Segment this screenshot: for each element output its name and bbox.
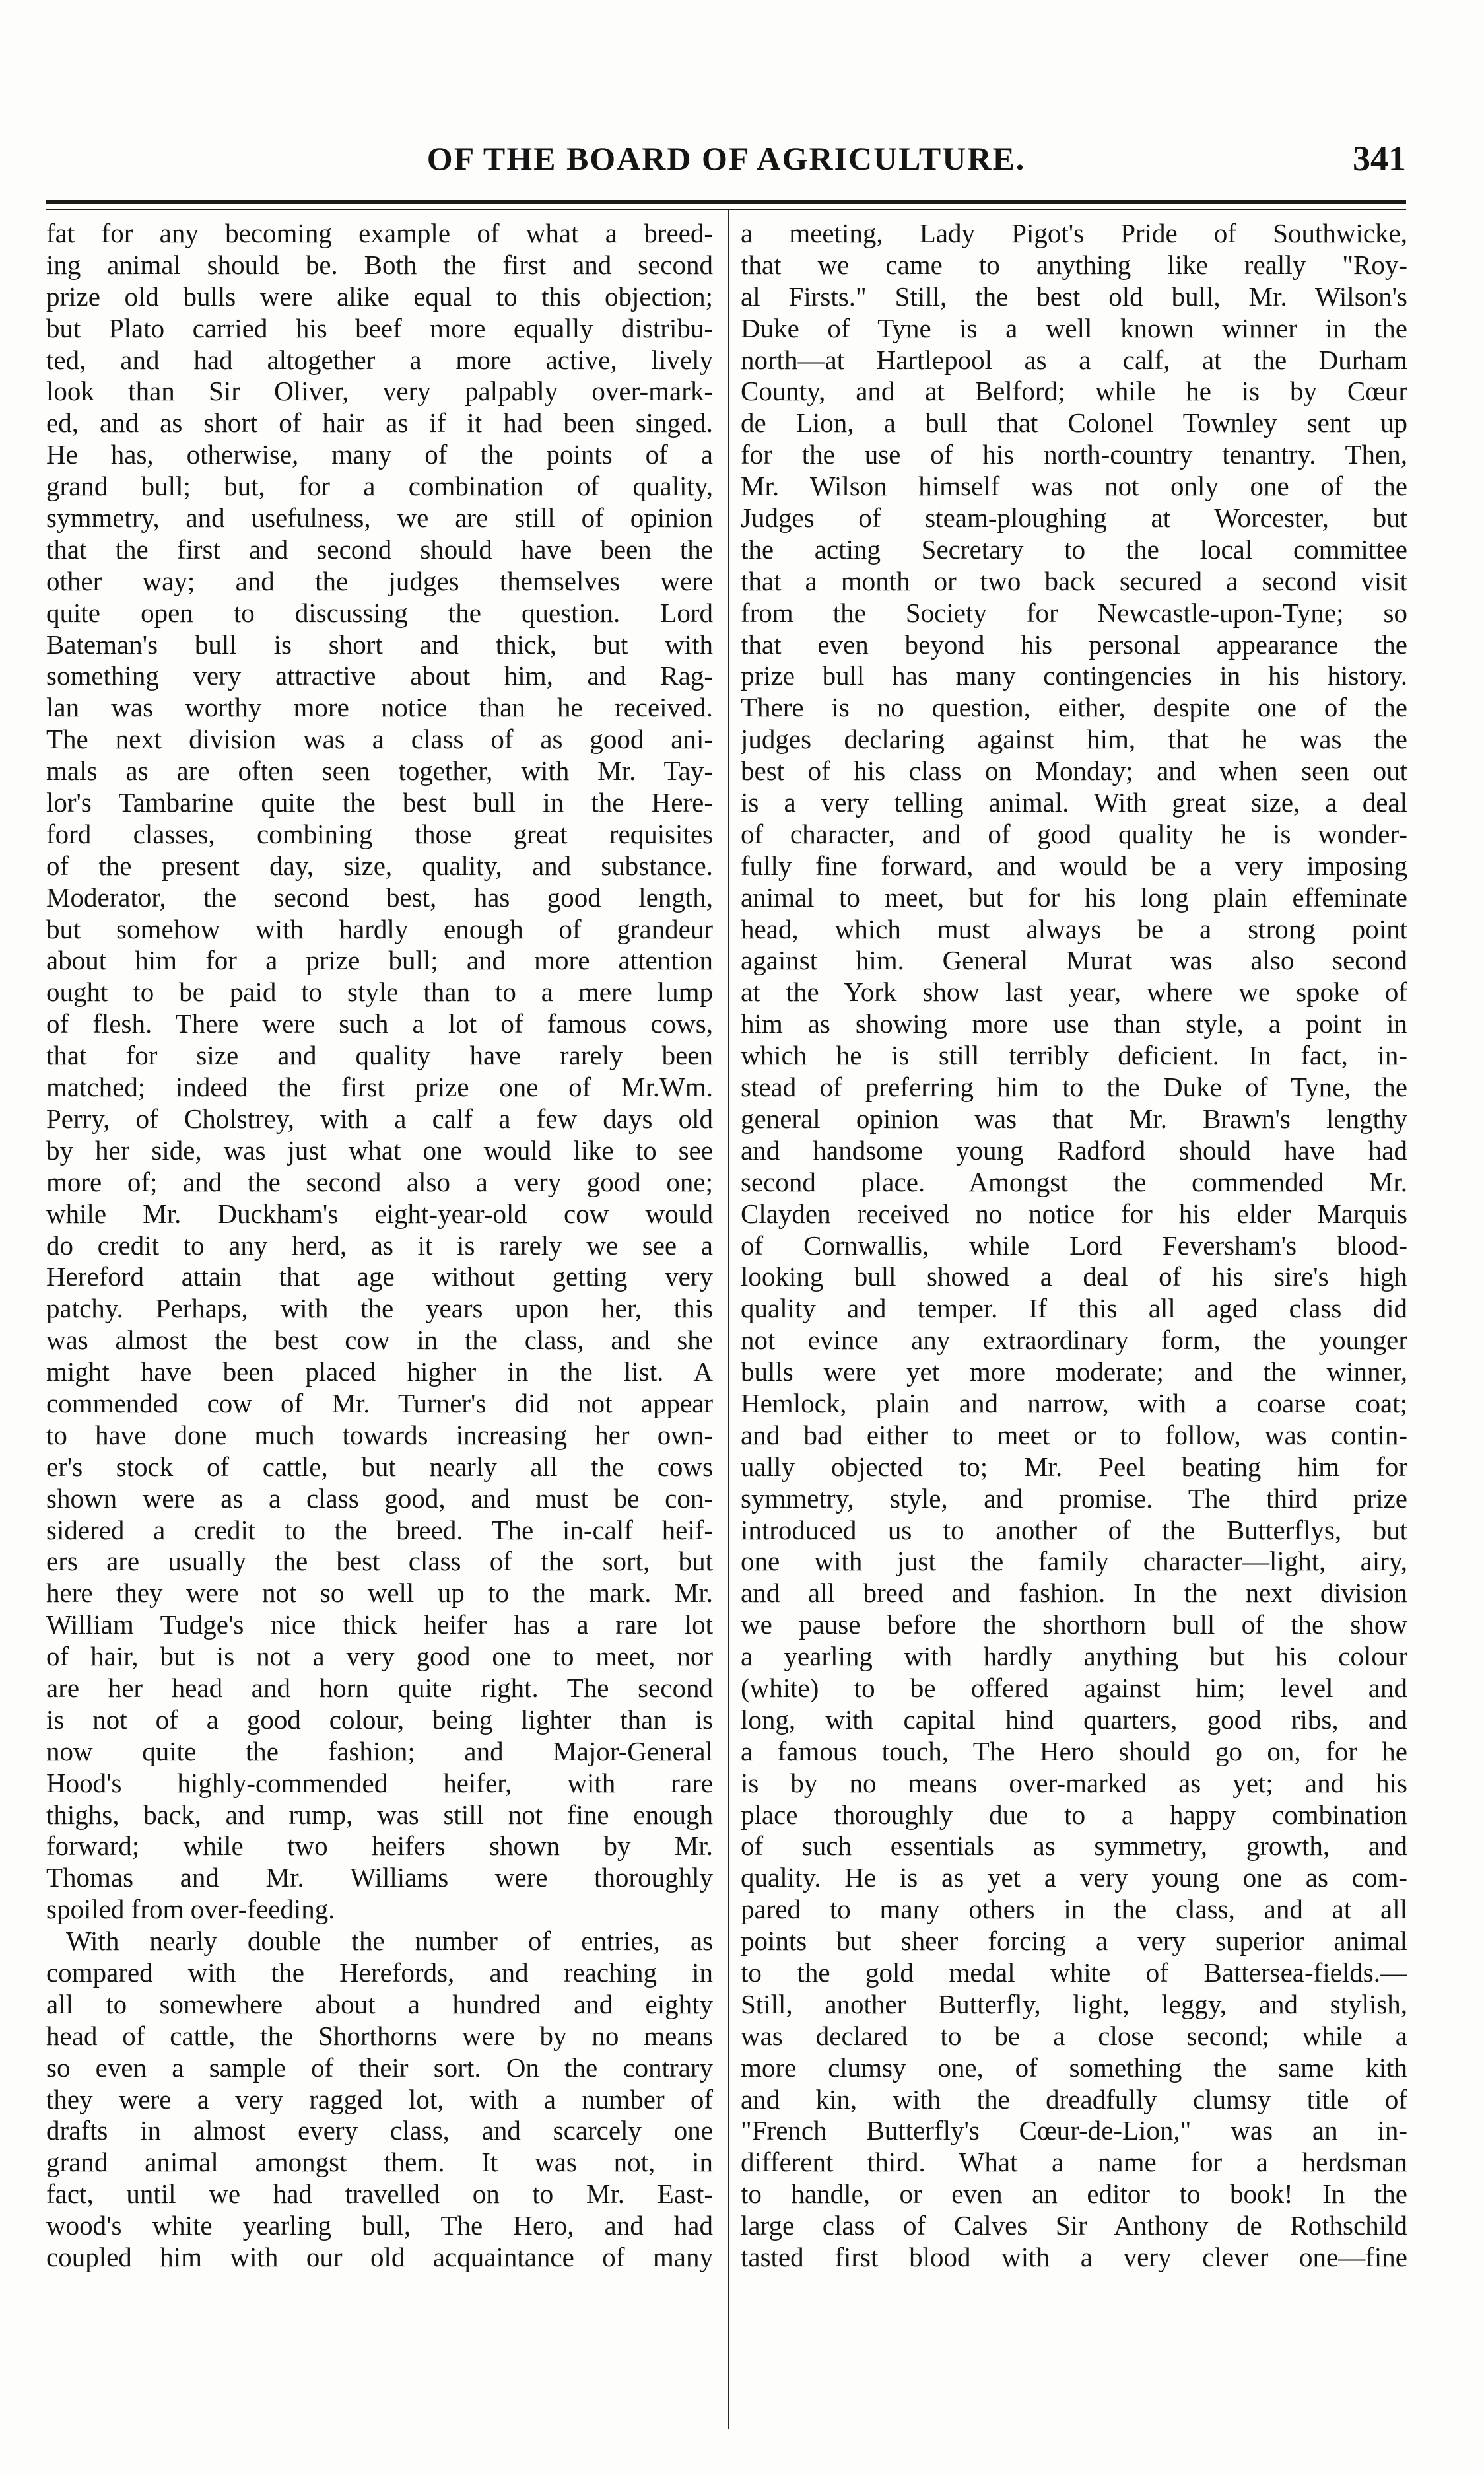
text-line: of character, and of good quality he is wonder- xyxy=(741,818,1407,849)
text-line: a famous touch, The Hero should go on, for he xyxy=(741,1735,1407,1766)
text-line: symmetry, and usefulness, we are still of opinion xyxy=(46,503,713,534)
text-line: mals as are often seen together, with Mr. Tay- xyxy=(46,755,713,786)
text-line: look than Sir Oliver, very palpably over-mark- xyxy=(46,376,713,407)
text-line: animal to meet, but for his long plain effeminate xyxy=(741,882,1407,913)
text-line: but Plato carried his beef more equally distribu- xyxy=(46,312,713,343)
text-line: that even beyond his personal appearance the xyxy=(741,629,1407,660)
text-line: symmetry, style, and promise. The third prize xyxy=(741,1482,1407,1514)
text-line: quality. He is as yet a very young one as com- xyxy=(741,1862,1407,1893)
text-line: Thomas and Mr. Williams were thoroughly xyxy=(46,1862,713,1893)
text-line: for the use of his north-country tenantry. Then, xyxy=(741,439,1407,470)
page-number: 341 xyxy=(1353,139,1406,178)
text-line: grand animal amongst them. It was not, in xyxy=(46,2147,713,2178)
text-line: was declared to be a close second; while a xyxy=(741,2020,1407,2051)
text-line: are her head and horn quite right. The second xyxy=(46,1672,713,1703)
text-line: er's stock of cattle, but nearly all the cows xyxy=(46,1451,713,1482)
text-line: judges declaring against him, that he was the xyxy=(741,724,1407,755)
text-line: Hereford attain that age without getting very xyxy=(46,1261,713,1292)
text-line: ford classes, combining those great requisites xyxy=(46,818,713,849)
text-line: al Firsts." Still, the best old bull, Mr. Wilson's xyxy=(741,281,1407,312)
text-line: ing animal should be. Both the first and second xyxy=(46,249,713,280)
text-line: compared with the Herefords, and reaching in xyxy=(46,1957,713,1988)
text-line: drafts in almost every class, and scarcely one xyxy=(46,2115,713,2146)
text-line: a meeting, Lady Pigot's Pride of Southwicke, xyxy=(741,218,1407,248)
text-line: With nearly double the number of entries, as xyxy=(66,1926,713,1957)
text-line: which he is still terribly deficient. In fact, in- xyxy=(741,1040,1407,1071)
text-line: now quite the fashion; and Major-General xyxy=(46,1735,713,1766)
text-line: fact, until we had travelled on to Mr. East- xyxy=(46,2179,713,2210)
text-line: head of cattle, the Shorthorns were by no means xyxy=(46,2020,713,2051)
text-line: so even a sample of their sort. On the contrary xyxy=(46,2052,713,2083)
text-line: that the first and second should have been the xyxy=(46,534,713,565)
text-line: lan was worthy more notice than he received. xyxy=(46,692,713,723)
text-line: all to somewhere about a hundred and eighty xyxy=(46,1988,713,2019)
text-line: William Tudge's nice thick heifer has a rare lot xyxy=(46,1609,713,1640)
left-column xyxy=(46,218,713,2274)
text-line: head, which must always be a strong point xyxy=(741,913,1407,944)
text-line: other way; and the judges themselves were xyxy=(46,565,713,596)
text-line: the acting Secretary to the local committee xyxy=(741,534,1407,565)
text-line: different third. What a name for a herdsman xyxy=(741,2147,1407,2178)
text-line: at the York show last year, where we spoke of xyxy=(741,977,1407,1008)
text-line: him as showing more use than style, a point in xyxy=(741,1008,1407,1039)
text-line: and kin, with the dreadfully clumsy title of xyxy=(741,2083,1407,2114)
text-line: is a very telling animal. With great size, a deal xyxy=(741,787,1407,818)
text-line: might have been placed higher in the list. A xyxy=(46,1356,713,1387)
text-line: of such essentials as symmetry, growth, and xyxy=(741,1830,1407,1862)
text-line: about him for a prize bull; and more attention xyxy=(46,945,713,976)
text-line: and bad either to meet or to follow, was contin- xyxy=(741,1419,1407,1450)
text-line: ted, and had altogether a more active, lively xyxy=(46,344,713,375)
text-line: tasted first blood with a very clever one—fine xyxy=(741,2242,1407,2272)
text-line: ought to be paid to style than to a mere lump xyxy=(46,977,713,1008)
text-line: prize old bulls were alike equal to this objection; xyxy=(46,281,713,312)
text-line: while Mr. Duckham's eight-year-old cow would xyxy=(46,1198,713,1229)
text-line: looking bull showed a deal of his sire's high xyxy=(741,1261,1407,1292)
text-line: by her side, was just what one would like to see xyxy=(46,1134,713,1166)
text-line: He has, otherwise, many of the points of a xyxy=(46,439,713,470)
text-line: that for size and quality have rarely been xyxy=(46,1040,713,1071)
text-line: from the Society for Newcastle-upon-Tyne; so xyxy=(741,597,1407,628)
header-rule-thin xyxy=(46,209,1406,210)
header-rule-thick xyxy=(46,200,1406,204)
text-line: to have done much towards increasing her own- xyxy=(46,1419,713,1450)
text-line: Perry, of Cholstrey, with a calf a few days old xyxy=(46,1103,713,1134)
text-line: forward; while two heifers shown by Mr. xyxy=(46,1830,713,1862)
text-line: more of; and the second also a very good one; xyxy=(46,1166,713,1197)
text-line: north—at Hartlepool as a calf, at the Durham xyxy=(741,344,1407,375)
running-title: OF THE BOARD OF AGRICULTURE. xyxy=(426,140,1026,177)
text-line: that we came to anything like really "Roy- xyxy=(741,249,1407,280)
text-line: we pause before the shorthorn bull of the show xyxy=(741,1609,1407,1640)
text-line: Duke of Tyne is a well known winner in the xyxy=(741,312,1407,343)
text-line: ed, and as short of hair as if it had been singed. xyxy=(46,407,713,438)
text-line: commended cow of Mr. Turner's did not appear xyxy=(46,1387,713,1418)
column-divider xyxy=(728,210,729,2429)
text-line: best of his class on Monday; and when seen out xyxy=(741,755,1407,786)
text-line: here they were not so well up to the mark. Mr. xyxy=(46,1578,713,1609)
text-line: of hair, but is not a very good one to meet, nor xyxy=(46,1641,713,1672)
text-line: ually objected to; Mr. Peel beating him for xyxy=(741,1451,1407,1482)
text-line: shown were as a class good, and must be con- xyxy=(46,1482,713,1514)
text-line: Hemlock, plain and narrow, with a coarse coat; xyxy=(741,1387,1407,1418)
text-line: Moderator, the second best, has good length, xyxy=(46,882,713,913)
text-line: coupled him with our old acquaintance of many xyxy=(46,2242,713,2272)
text-line: is not of a good colour, being lighter than is xyxy=(46,1704,713,1735)
text-line: Mr. Wilson himself was not only one of the xyxy=(741,471,1407,502)
text-line: Bateman's bull is short and thick, but with xyxy=(46,629,713,660)
text-line: prize bull has many contingencies in his history. xyxy=(741,660,1407,691)
text-line: not evince any extraordinary form, the younger xyxy=(741,1325,1407,1356)
text-line: "French Butterfly's Cœur-de-Lion," was an in- xyxy=(741,2115,1407,2146)
text-line: a yearling with hardly anything but his colour xyxy=(741,1641,1407,1672)
text-line: something very attractive about him, and Rag- xyxy=(46,660,713,691)
text-line: Still, another Butterfly, light, leggy, and stylish, xyxy=(741,1988,1407,2019)
text-line: ers are usually the best class of the sort, but xyxy=(46,1546,713,1577)
text-line: place thoroughly due to a happy combination xyxy=(741,1799,1407,1830)
text-line: patchy. Perhaps, with the years upon her, this xyxy=(46,1293,713,1324)
text-line: thighs, back, and rump, was still not fine enough xyxy=(46,1799,713,1830)
text-line: and handsome young Radford should have had xyxy=(741,1134,1407,1166)
text-line: general opinion was that Mr. Brawn's lengthy xyxy=(741,1103,1407,1134)
text-line: of Cornwallis, while Lord Feversham's blood- xyxy=(741,1230,1407,1261)
text-line: of flesh. There were such a lot of famous cows, xyxy=(46,1008,713,1039)
text-line: long, with capital hind quarters, good ribs, and xyxy=(741,1704,1407,1735)
text-line: and all breed and fashion. In the next division xyxy=(741,1578,1407,1609)
text-line: do credit to any herd, as it is rarely we see a xyxy=(46,1230,713,1261)
text-line: sidered a credit to the breed. The in-calf heif- xyxy=(46,1514,713,1545)
text-line: to the gold medal white of Battersea-fields.— xyxy=(741,1957,1407,1988)
text-line: Hood's highly-commended heifer, with rare xyxy=(46,1767,713,1798)
right-column xyxy=(741,218,1407,2274)
text-line: they were a very ragged lot, with a number of xyxy=(46,2083,713,2114)
text-line: one with just the family character—light, airy, xyxy=(741,1546,1407,1577)
text-line: Judges of steam-ploughing at Worcester, but xyxy=(741,503,1407,534)
text-line: points but sheer forcing a very superior animal xyxy=(741,1926,1407,1957)
text-line: (white) to be offered against him; level and xyxy=(741,1672,1407,1703)
text-line: quite open to discussing the question. Lord xyxy=(46,597,713,628)
text-line: was almost the best cow in the class, and she xyxy=(46,1325,713,1356)
text-line: wood's white yearling bull, The Hero, and had xyxy=(46,2210,713,2241)
text-line: spoiled from over-feeding. xyxy=(46,1894,335,1925)
text-line: There is no question, either, despite one of the xyxy=(741,692,1407,723)
text-line: grand bull; but, for a combination of quality, xyxy=(46,471,713,502)
text-line: bulls were yet more moderate; and the winner, xyxy=(741,1356,1407,1387)
text-line: fat for any becoming example of what a breed- xyxy=(46,218,713,248)
text-line: The next division was a class of as good ani- xyxy=(46,724,713,755)
text-line: more clumsy one, of something the same kith xyxy=(741,2052,1407,2083)
text-line: but somehow with hardly enough of grandeur xyxy=(46,913,713,944)
text-line: second place. Amongst the commended Mr. xyxy=(741,1166,1407,1197)
text-line: lor's Tambarine quite the best bull in the Here- xyxy=(46,787,713,818)
page-header xyxy=(46,132,1406,185)
text-line: fully fine forward, and would be a very imposing xyxy=(741,850,1407,881)
text-line: Clayden received no notice for his elder Marquis xyxy=(741,1198,1407,1229)
text-line: County, and at Belford; while he is by Cœur xyxy=(741,376,1407,407)
text-line: to handle, or even an editor to book! In the xyxy=(741,2179,1407,2210)
text-line: stead of preferring him to the Duke of Tyne, the xyxy=(741,1072,1407,1103)
text-line: matched; indeed the first prize one of Mr.Wm. xyxy=(46,1072,713,1103)
text-line: quality and temper. If this all aged class did xyxy=(741,1293,1407,1324)
text-line: introduced us to another of the Butterflys, but xyxy=(741,1514,1407,1545)
text-line: that a month or two back secured a second visit xyxy=(741,565,1407,596)
text-line: large class of Calves Sir Anthony de Rothschild xyxy=(741,2210,1407,2241)
text-line: of the present day, size, quality, and substance. xyxy=(46,850,713,881)
text-line: against him. General Murat was also second xyxy=(741,945,1407,976)
text-line: pared to many others in the class, and at all xyxy=(741,1894,1407,1925)
text-line: de Lion, a bull that Colonel Townley sent up xyxy=(741,407,1407,438)
text-line: is by no means over-marked as yet; and his xyxy=(741,1767,1407,1798)
